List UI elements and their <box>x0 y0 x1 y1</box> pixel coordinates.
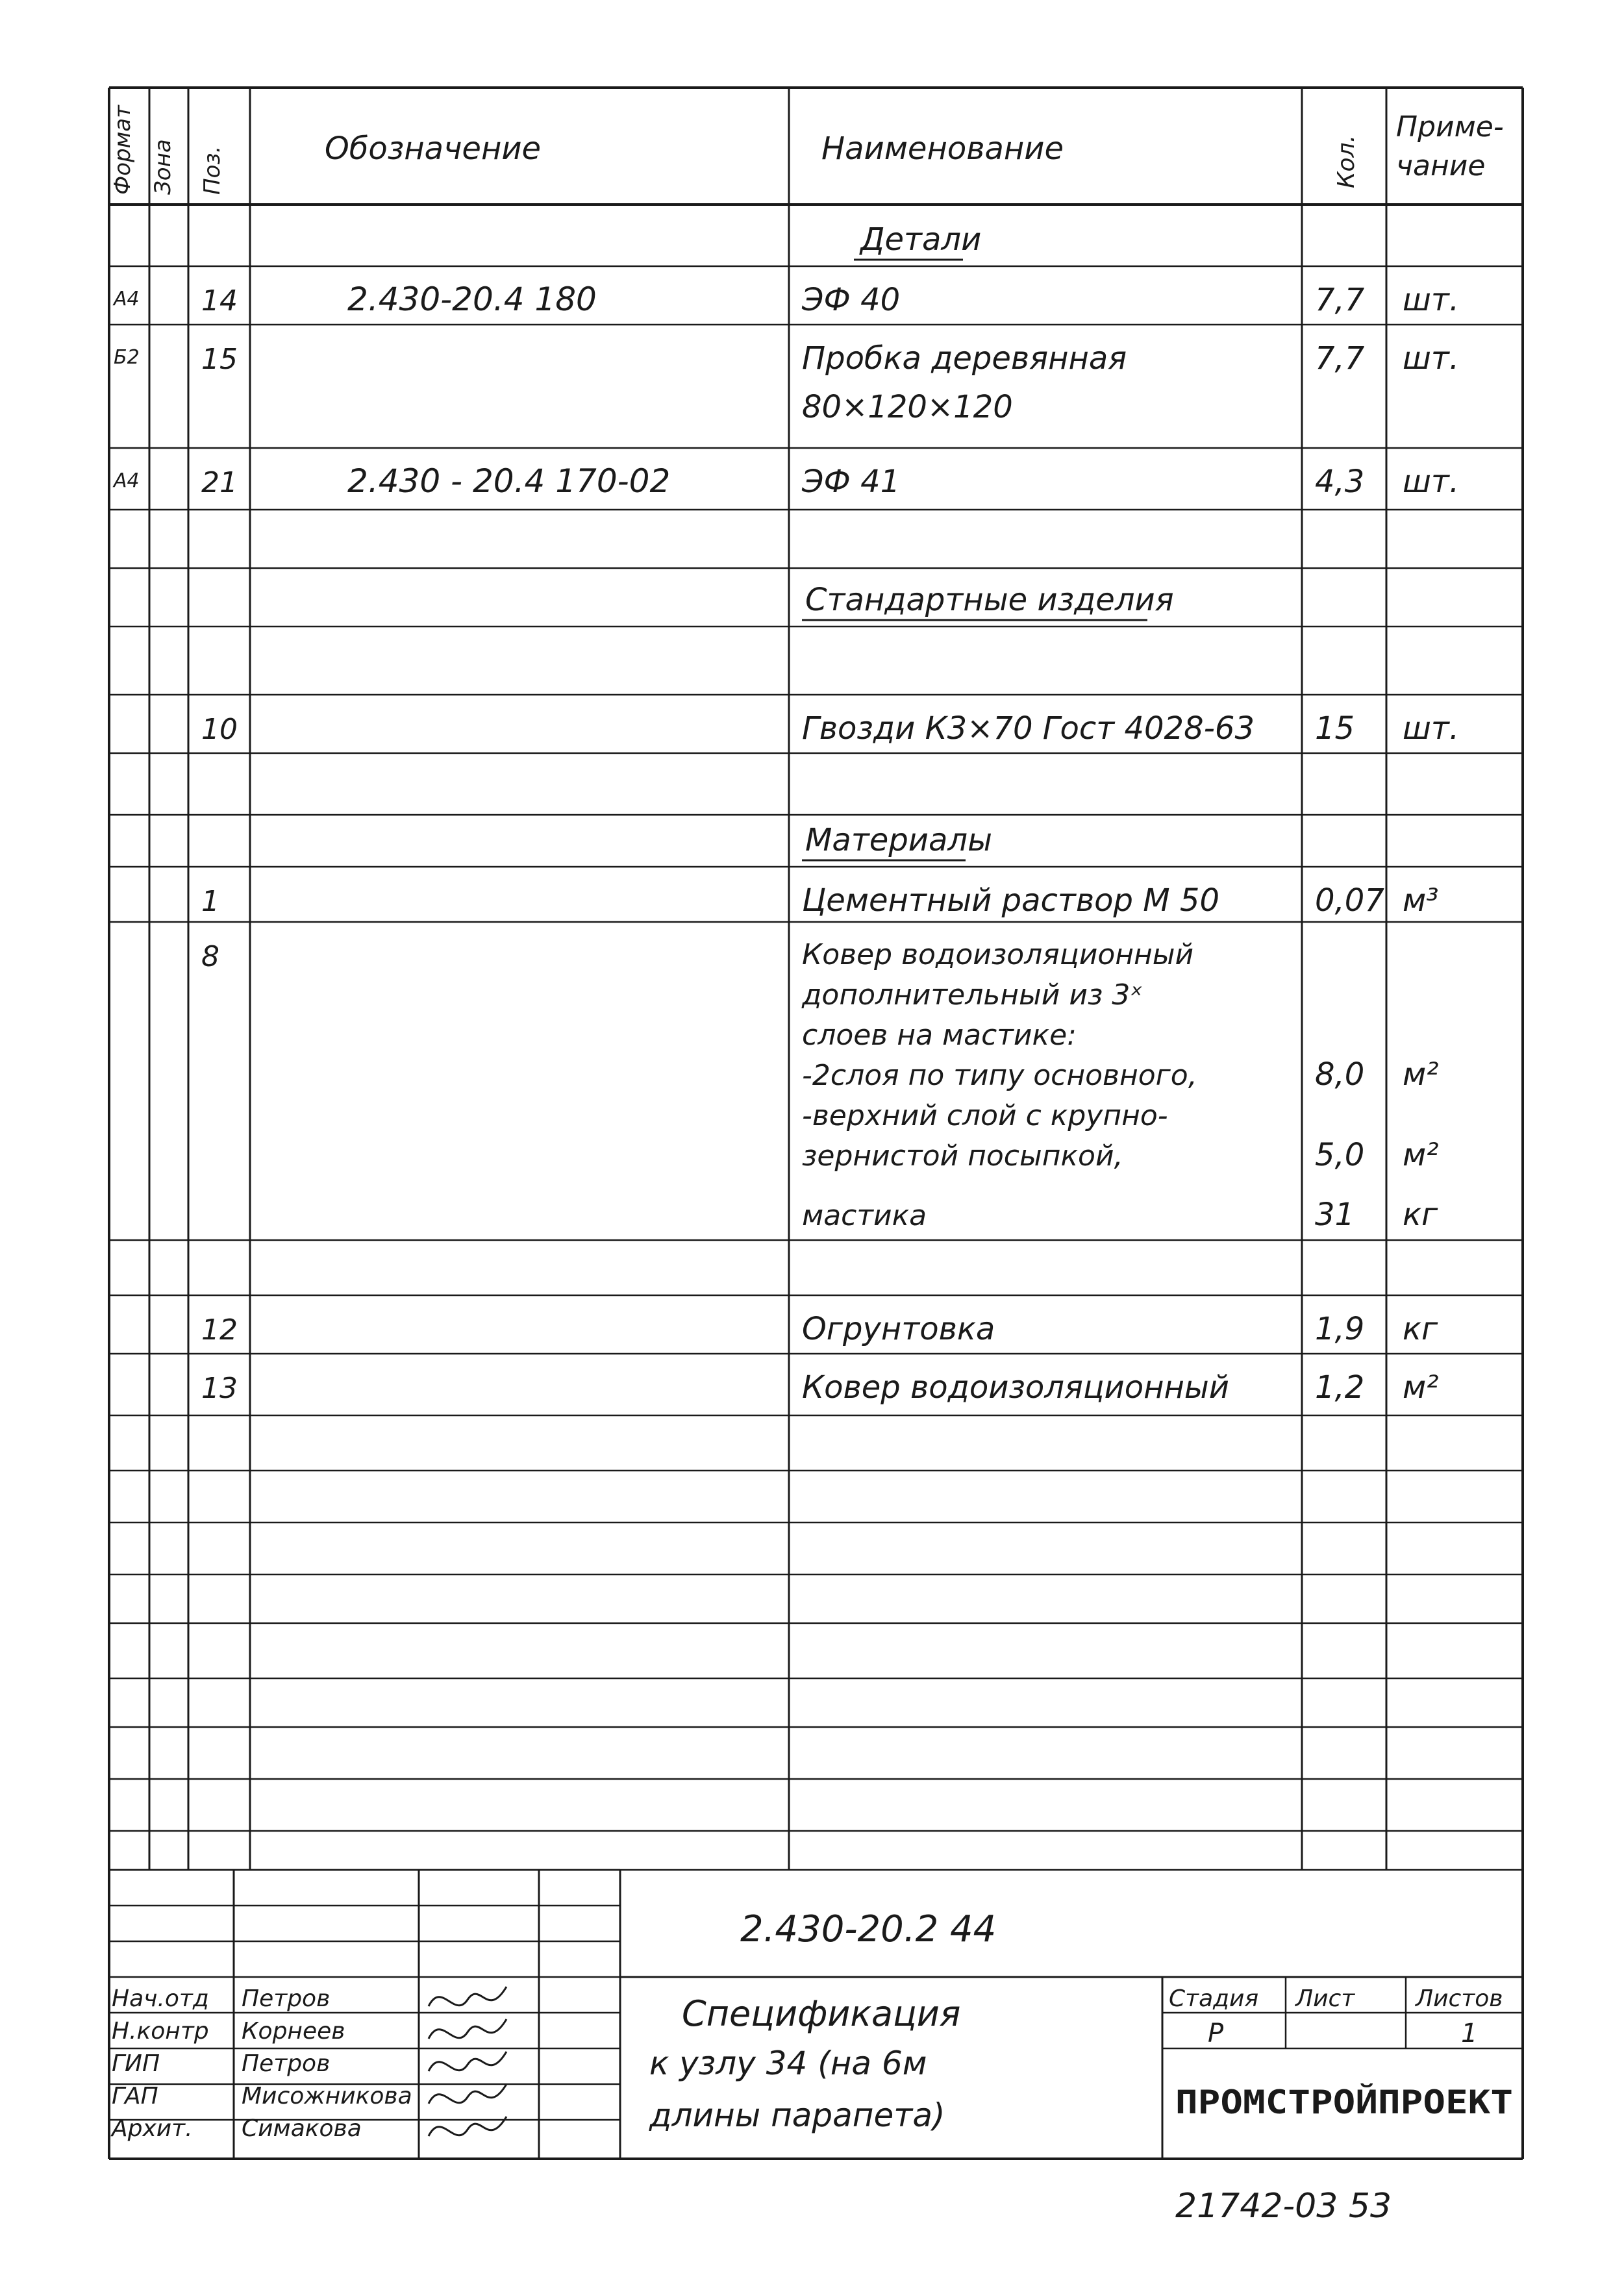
row-2-designation: 2.430-20.4 180 <box>347 280 597 318</box>
row-2-name: ЭФ 40 <box>802 282 901 318</box>
footer-number: 21742-03 53 <box>1175 2187 1392 2226</box>
row-12-qty-line-7: 31 <box>1315 1197 1355 1233</box>
row-12-name-line-1: Ковер водоизоляционный <box>802 938 1194 971</box>
row-2-format: А4 <box>114 288 140 310</box>
signatory-name-1: Петров <box>242 1985 331 2012</box>
header-note-line2: чание <box>1396 149 1486 182</box>
signatory-role-3: ГИП <box>112 2050 160 2077</box>
row-2-qty: 7,7 <box>1315 282 1365 318</box>
doc-code: 2.430-20.2 44 <box>740 1908 997 1950</box>
row-8-position: 10 <box>201 713 238 746</box>
row-6-section-title: Стандартные изделия <box>805 582 1174 618</box>
row-12-name-line-5: -верхний слой с крупно- <box>802 1099 1168 1132</box>
header-pos: Поз. <box>199 145 225 195</box>
stage-value: Р <box>1208 2019 1224 2048</box>
row-12-note-line-6: м² <box>1403 1137 1439 1173</box>
row-12-name-line-4: -2слоя по типу основного, <box>802 1059 1197 1092</box>
row-15-qty: 1,2 <box>1315 1369 1365 1406</box>
row-12-name-line-2: дополнительный из 3ˣ <box>802 978 1143 1012</box>
signature-4 <box>429 2084 506 2104</box>
header-note-line1: Приме- <box>1396 110 1504 143</box>
row-4-position: 21 <box>201 466 238 499</box>
header-format: Формат <box>110 105 136 195</box>
row-11-name: Цементный раствор М 50 <box>802 882 1219 919</box>
row-1-section-title: Детали <box>860 221 982 258</box>
row-12-note-line-7: кг <box>1403 1197 1438 1233</box>
sheets-value: 1 <box>1461 2019 1478 2048</box>
signatory-role-2: Н.контр <box>112 2018 209 2045</box>
row-12-note-line-4: м² <box>1403 1056 1439 1093</box>
row-12-name-line-6: зернистой посыпкой, <box>802 1139 1123 1173</box>
header-qty: Кол. <box>1333 134 1360 188</box>
row-14-name: Огрунтовка <box>802 1311 995 1347</box>
row-2-note: шт. <box>1403 282 1460 318</box>
row-4-note: шт. <box>1403 464 1460 500</box>
stage-label: Стадия <box>1169 1985 1259 2012</box>
title-line-2: к узлу 34 (на 6м <box>649 2045 927 2082</box>
row-12-position: 8 <box>201 940 219 973</box>
row-3-name: Пробка деревянная <box>802 340 1127 377</box>
row-12-qty-line-4: 8,0 <box>1315 1056 1365 1093</box>
row-10-section-title: Материалы <box>805 822 992 858</box>
row-4-qty: 4,3 <box>1315 464 1365 500</box>
header-designation: Обозначение <box>325 131 542 167</box>
title-line-3: длины парапета) <box>649 2096 945 2134</box>
signatory-role-4: ГАП <box>112 2083 158 2109</box>
header-name: Наименование <box>821 131 1064 167</box>
row-11-note: м³ <box>1403 882 1439 919</box>
signature-2 <box>429 2019 506 2039</box>
row-15-position: 13 <box>201 1372 238 1405</box>
signatory-role-5: Архит. <box>112 2115 193 2142</box>
title-line-1: Спецификация <box>682 1993 961 2034</box>
row-4-designation: 2.430 - 20.4 170-02 <box>347 462 671 500</box>
row-4-name: ЭФ 41 <box>802 464 901 500</box>
row-8-name: Гвозди К3×70 Гост 4028-63 <box>802 710 1255 747</box>
signatory-name-3: Петров <box>242 2050 331 2077</box>
row-14-qty: 1,9 <box>1315 1311 1365 1347</box>
sheet-label: Лист <box>1295 1985 1355 2012</box>
row-14-position: 12 <box>201 1313 238 1347</box>
row-12-qty-line-6: 5,0 <box>1315 1137 1365 1173</box>
signature-1 <box>429 1987 506 2006</box>
row-3-qty: 7,7 <box>1315 340 1365 377</box>
row-12-name-line-7: мастика <box>802 1199 927 1232</box>
row-8-note: шт. <box>1403 710 1460 747</box>
row-3-format: Б2 <box>114 346 140 369</box>
row-4-format: А4 <box>114 469 140 492</box>
sheets-label: Листов <box>1416 1985 1503 2012</box>
signature-3 <box>429 2052 506 2071</box>
row-12-name-line-3: слоев на мастике: <box>802 1019 1077 1052</box>
row-8-qty: 15 <box>1315 710 1355 747</box>
row-3-note: шт. <box>1403 340 1460 377</box>
row-15-note: м² <box>1403 1369 1439 1406</box>
row-2-position: 14 <box>201 284 238 317</box>
row-3-position: 15 <box>201 343 238 376</box>
signatory-name-2: Корнеев <box>242 2018 345 2045</box>
signatory-role-1: Нач.отд <box>112 1985 209 2012</box>
header-zone: Зона <box>150 139 176 195</box>
row-14-note: кг <box>1403 1311 1438 1347</box>
signatory-name-4: Мисожникова <box>242 2083 412 2109</box>
row-11-position: 1 <box>201 885 219 918</box>
organization-name: ПРОМСТРОЙПРОЕКТ <box>1175 2083 1469 2121</box>
row-3-name-line2: 80×120×120 <box>802 389 1013 425</box>
row-11-qty: 0,07 <box>1315 882 1384 919</box>
signatory-name-5: Симакова <box>242 2115 362 2142</box>
row-15-name: Ковер водоизоляционный <box>802 1369 1229 1406</box>
